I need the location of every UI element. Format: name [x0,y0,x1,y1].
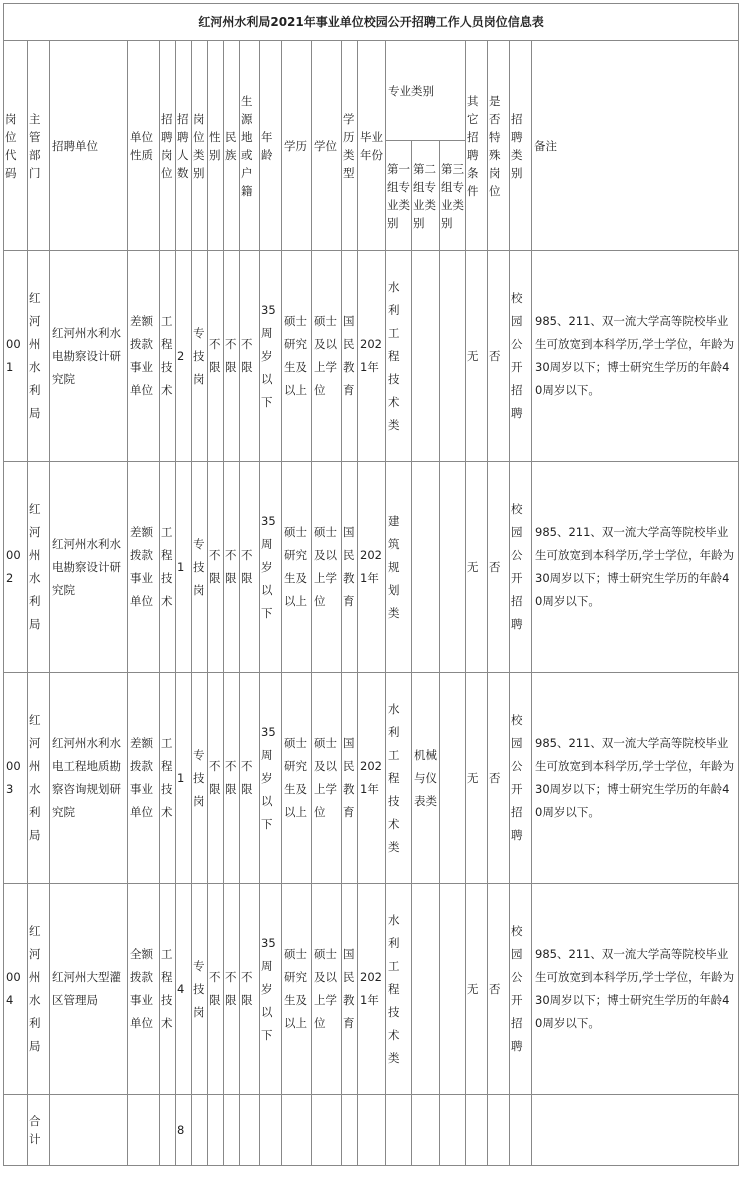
cell-nature: 差额拨款事业单位 [128,251,160,462]
cell-education: 硕士研究生及以上 [282,673,312,884]
cell-major2: 机械与仪表类 [412,673,440,884]
cell-ethnic: 不限 [224,673,240,884]
cell-empty [488,1095,510,1166]
cell-major1: 水利工程技术类 [386,251,412,462]
cell-dept: 红河州水利局 [28,673,50,884]
cell-dept: 红河州水利局 [28,462,50,673]
cell-gender: 不限 [208,462,224,673]
header-gender: 性别 [208,41,224,251]
header-nature: 单位性质 [128,41,160,251]
cell-other: 无 [466,673,488,884]
cell-recruit-type: 校园公开招聘 [510,673,532,884]
total-row [4,1095,739,1166]
title-row [4,4,739,41]
header-row [4,41,739,141]
cell-recruit-type: 校园公开招聘 [510,884,532,1095]
cell-special: 否 [488,673,510,884]
cell-degree: 硕士及以上学位 [312,673,342,884]
cell-major3 [440,673,466,884]
cell-empty [312,1095,342,1166]
cell-degree: 硕士及以上学位 [312,884,342,1095]
cell-education: 硕士研究生及以上 [282,462,312,673]
cell-code: 003 [4,673,28,884]
total-count: 8 [176,1095,192,1166]
header-recruit-type: 招聘类别 [510,41,532,251]
cell-degree: 硕士及以上学位 [312,462,342,673]
header-special: 是否特殊岗位 [488,41,510,251]
cell-remark: 985、211、双一流大学高等院校毕业生可放宽到本科学历,学士学位，年龄为30周岁以下；博士研究生学历的年龄40周岁以下。 [532,462,739,673]
cell-major3 [440,251,466,462]
cell-count: 2 [176,251,192,462]
cell-edu-type: 国民教育 [342,251,358,462]
cell-post-type: 专技岗 [192,673,208,884]
cell-empty [50,1095,128,1166]
cell-empty [342,1095,358,1166]
cell-empty [240,1095,260,1166]
cell-dept: 红河州水利局 [28,251,50,462]
cell-edu-type: 国民教育 [342,884,358,1095]
cell-empty [192,1095,208,1166]
table-row [4,462,739,673]
cell-empty [260,1095,282,1166]
header-unit: 招聘单位 [50,41,128,251]
cell-unit: 红河州水利水电勘察设计研究院 [50,251,128,462]
cell-special: 否 [488,462,510,673]
cell-post: 工程技术 [160,251,176,462]
header-code: 岗位代码 [4,41,28,251]
cell-education: 硕士研究生及以上 [282,884,312,1095]
cell-unit: 红河州大型灌区管理局 [50,884,128,1095]
cell-nature: 差额拨款事业单位 [128,673,160,884]
header-education: 学历 [282,41,312,251]
cell-empty [440,1095,466,1166]
cell-education: 硕士研究生及以上 [282,251,312,462]
table-row [4,251,739,462]
cell-count: 1 [176,673,192,884]
cell-empty [160,1095,176,1166]
cell-special: 否 [488,884,510,1095]
cell-remark: 985、211、双一流大学高等院校毕业生可放宽到本科学历,学士学位，年龄为30周岁以下；博士研究生学历的年龄40周岁以下。 [532,884,739,1095]
cell-remark: 985、211、双一流大学高等院校毕业生可放宽到本科学历,学士学位，年龄为30周岁以下；博士研究生学历的年龄40周岁以下。 [532,673,739,884]
cell-grad-year: 2021年 [358,251,386,462]
table-row [4,884,739,1095]
cell-gender: 不限 [208,673,224,884]
header-count: 招聘人数 [176,41,192,251]
header-post-type: 岗位类别 [192,41,208,251]
cell-major3 [440,462,466,673]
cell-count: 4 [176,884,192,1095]
header-major3: 第三组专业类别 [440,141,466,251]
cell-empty [4,1095,28,1166]
cell-age: 35周岁以下 [260,462,282,673]
cell-nature: 差额拨款事业单位 [128,462,160,673]
cell-grad-year: 2021年 [358,673,386,884]
cell-code: 001 [4,251,28,462]
cell-unit: 红河州水利水电工程地质勘察咨询规划研究院 [50,673,128,884]
header-other: 其它招聘条件 [466,41,488,251]
header-edu-type: 学历类型 [342,41,358,251]
header-major-group: 专业类别 [386,41,466,141]
cell-empty [208,1095,224,1166]
cell-post-type: 专技岗 [192,884,208,1095]
cell-count: 1 [176,462,192,673]
cell-major1: 水利工程技术类 [386,884,412,1095]
header-post: 招聘岗位 [160,41,176,251]
cell-origin: 不限 [240,251,260,462]
header-major1: 第一组专业类别 [386,141,412,251]
cell-origin: 不限 [240,884,260,1095]
cell-gender: 不限 [208,884,224,1095]
recruitment-table-container [3,3,739,1166]
cell-edu-type: 国民教育 [342,462,358,673]
cell-post-type: 专技岗 [192,462,208,673]
cell-major2 [412,884,440,1095]
header-age: 年龄 [260,41,282,251]
cell-gender: 不限 [208,251,224,462]
cell-post: 工程技术 [160,884,176,1095]
cell-empty [466,1095,488,1166]
header-origin: 生源地或户籍 [240,41,260,251]
cell-post: 工程技术 [160,462,176,673]
cell-empty [224,1095,240,1166]
cell-other: 无 [466,884,488,1095]
cell-empty [282,1095,312,1166]
cell-empty [532,1095,739,1166]
header-ethnic: 民族 [224,41,240,251]
cell-empty [510,1095,532,1166]
cell-edu-type: 国民教育 [342,673,358,884]
cell-other: 无 [466,462,488,673]
cell-post: 工程技术 [160,673,176,884]
cell-major2 [412,251,440,462]
header-degree: 学位 [312,41,342,251]
cell-age: 35周岁以下 [260,673,282,884]
cell-ethnic: 不限 [224,251,240,462]
cell-origin: 不限 [240,673,260,884]
cell-remark: 985、211、双一流大学高等院校毕业生可放宽到本科学历,学士学位，年龄为30周岁以下；博士研究生学历的年龄40周岁以下。 [532,251,739,462]
cell-major3 [440,884,466,1095]
cell-grad-year: 2021年 [358,884,386,1095]
table-row [4,673,739,884]
cell-major1: 建筑规划类 [386,462,412,673]
cell-ethnic: 不限 [224,462,240,673]
cell-ethnic: 不限 [224,884,240,1095]
cell-degree: 硕士及以上学位 [312,251,342,462]
cell-code: 002 [4,462,28,673]
cell-code: 004 [4,884,28,1095]
cell-dept: 红河州水利局 [28,884,50,1095]
cell-origin: 不限 [240,462,260,673]
cell-age: 35周岁以下 [260,251,282,462]
cell-recruit-type: 校园公开招聘 [510,462,532,673]
cell-grad-year: 2021年 [358,462,386,673]
cell-unit: 红河州水利水电勘察设计研究院 [50,462,128,673]
cell-empty [128,1095,160,1166]
cell-empty [412,1095,440,1166]
cell-special: 否 [488,251,510,462]
cell-major2 [412,462,440,673]
cell-age: 35周岁以下 [260,884,282,1095]
cell-empty [358,1095,386,1166]
table-title: 红河州水利局2021年事业单位校园公开招聘工作人员岗位信息表 [4,4,739,41]
cell-nature: 全额拨款事业单位 [128,884,160,1095]
cell-other: 无 [466,251,488,462]
header-grad-year: 毕业年份 [358,41,386,251]
total-label: 合计 [28,1095,50,1166]
cell-recruit-type: 校园公开招聘 [510,251,532,462]
header-dept: 主管部门 [28,41,50,251]
header-remark: 备注 [532,41,739,251]
cell-post-type: 专技岗 [192,251,208,462]
cell-empty [386,1095,412,1166]
recruitment-table [3,3,739,1166]
cell-major1: 水利工程技术类 [386,673,412,884]
header-major2: 第二组专业类别 [412,141,440,251]
